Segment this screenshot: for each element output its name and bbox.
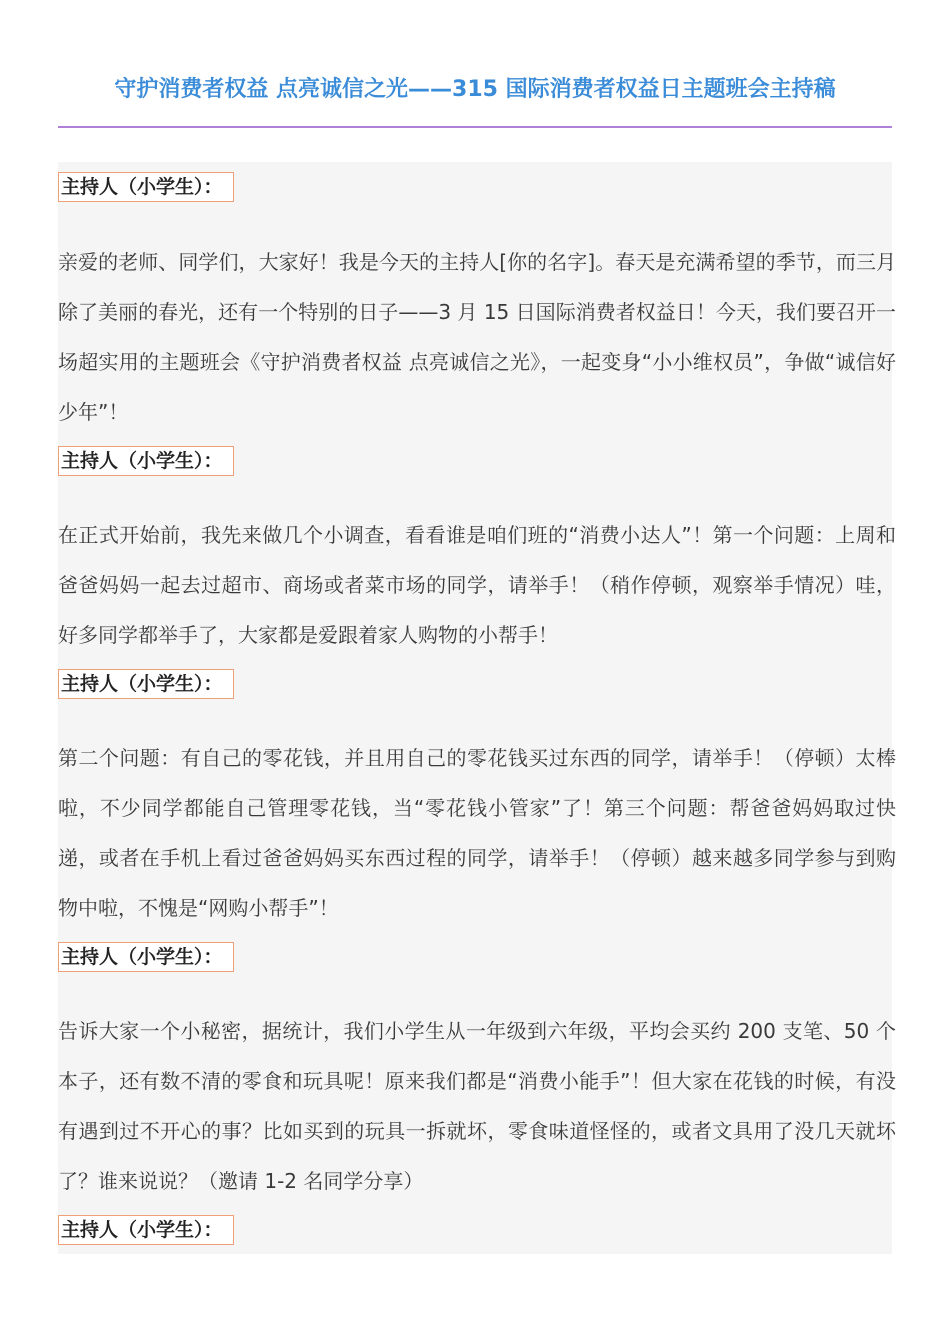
title-divider — [58, 126, 892, 128]
speaker-label: 主持人（小学生）： — [58, 1215, 234, 1245]
speaker-label: 主持人（小学生）： — [58, 172, 234, 202]
paragraph-greeting: 亲爱的老师、同学们，大家好！我是今天的主持人[你的名字]。春天是充满希望的季节，而三月除了美丽的春光，还有一个特别的日子——3 月 15 日国际消费者权益日！今天，我们要召开一场超实用的主题班会《守护消费者权益 点亮诚信之光》，一起变身“小小维权员”，争做“诚信好少年”！ — [58, 250, 896, 424]
script-body — [58, 162, 896, 1254]
paragraph-statistics: 告诉大家一个小秘密，据统计，我们小学生从一年级到六年级，平均会买约 200 支笔、50 个本子，还有数不清的零食和玩具呢！原来我们都是“消费小能手”！但大家在花钱的时候，有没有遇到过不开心的事？比如买到的玩具一拆就坏，零食味道怪怪的，或者文具用了没几天就坏了？谁来说说？（邀请 1-2 名同学分享） — [58, 1019, 896, 1193]
document-title: 守护消费者权益 点亮诚信之光——315 国际消费者权益日主题班会主持稿 — [114, 77, 836, 102]
speaker-label: 主持人（小学生）： — [58, 669, 234, 699]
speaker-label: 主持人（小学生）： — [58, 942, 234, 972]
speaker-label: 主持人（小学生）： — [58, 446, 234, 476]
paragraph-survey-intro: 在正式开始前，我先来做几个小调查，看看谁是咱们班的“消费小达人”！第一个问题：上周和爸爸妈妈一起去过超市、商场或者菜市场的同学，请举手！（稍作停顿，观察举手情况）哇，好多同学都举手了，大家都是爱跟着家人购物的小帮手！ — [58, 523, 896, 647]
paragraph-survey-questions: 第二个问题：有自己的零花钱，并且用自己的零花钱买过东西的同学，请举手！（停顿）太棒啦，不少同学都能自己管理零花钱，当“零花钱小管家”了！第三个问题：帮爸爸妈妈取过快递，或者在手机上看过爸爸妈妈买东西过程的同学，请举手！（停顿）越来越多同学参与到购物中啦，不愧是“网购小帮手”！ — [58, 746, 896, 920]
